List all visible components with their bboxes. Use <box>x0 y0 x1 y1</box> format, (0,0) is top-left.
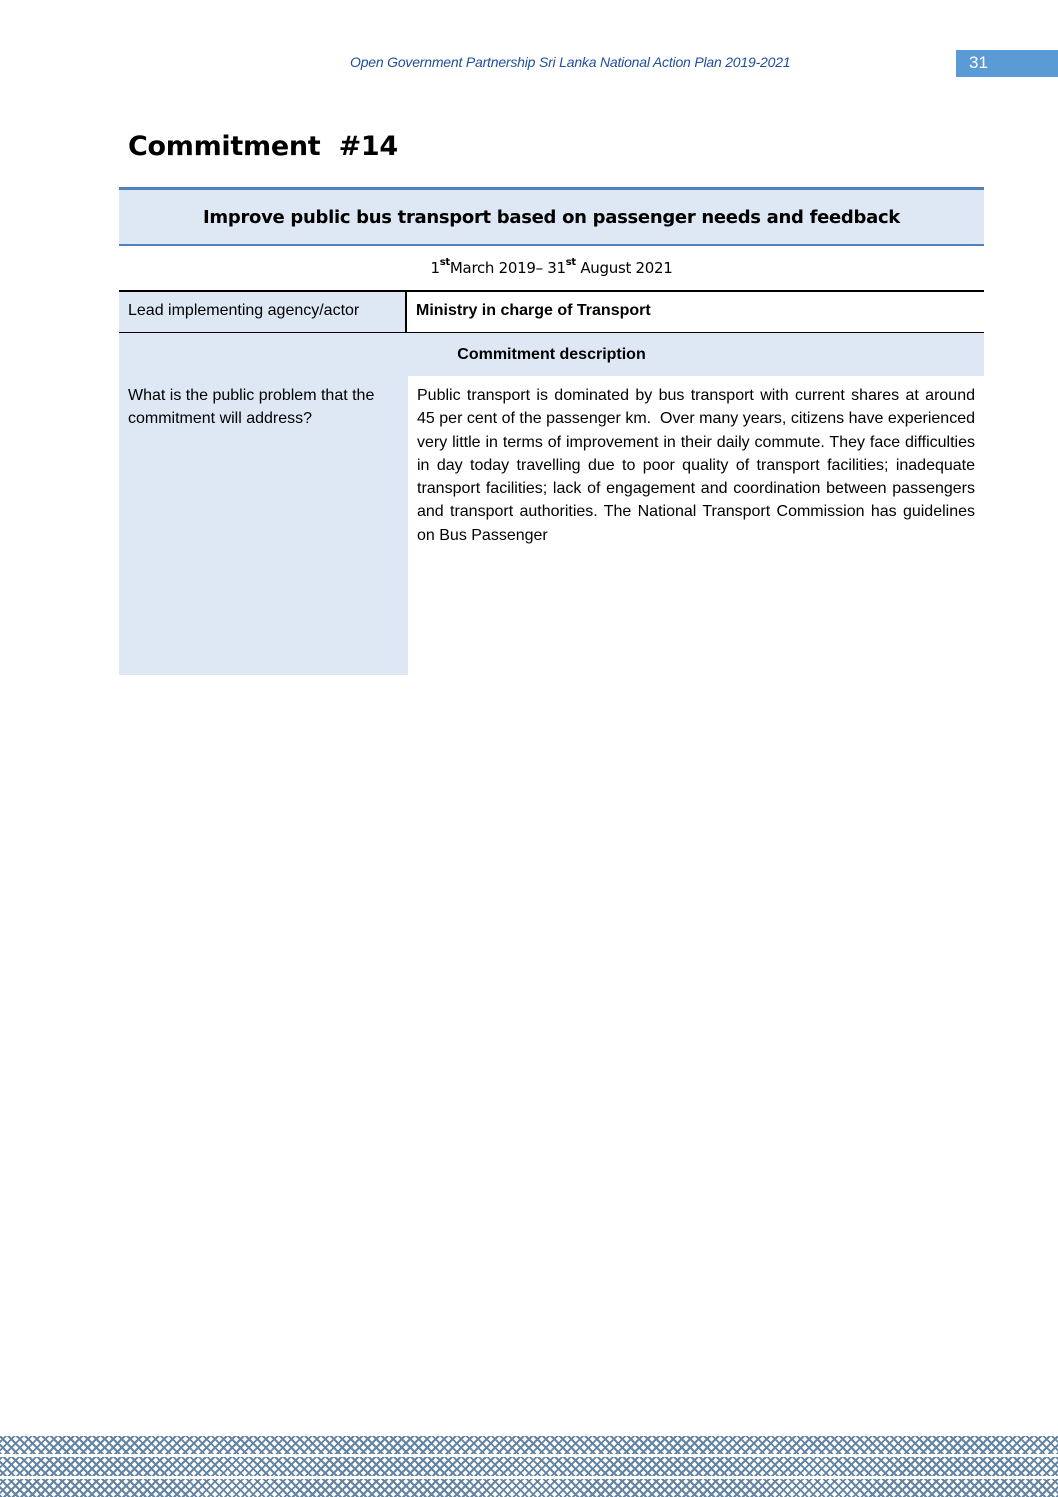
commitment-title: Improve public bus transport based on passenger needs and feedback <box>203 206 900 228</box>
commitment-title-row <box>119 187 984 246</box>
end-day-suffix: st <box>565 257 576 268</box>
description-header-row <box>119 333 984 376</box>
problem-row <box>119 376 984 675</box>
agency-row <box>119 292 984 333</box>
problem-label: What is the public problem that the commitment will address? <box>119 376 408 675</box>
problem-text: Public transport is dominated by bus transport with current shares at around 45 per cent of the passenger km. Over many years, citizens have experienced very little in terms of improvement in their daily commute. They face difficulties in day today travelling due to poor quality of transport facilities; inadequate transport facilities; lack of engagement and coordination between passengers and transport authorities. The National Transport Commission has guidelines on Bus Passenger <box>417 387 980 544</box>
commitment-dates <box>431 259 673 277</box>
agency-label: Lead implementing agency/actor <box>119 292 407 332</box>
footer-pattern <box>0 1436 1058 1497</box>
footer-stripe <box>0 1454 1058 1457</box>
commitment-heading: Commitment #14 <box>128 131 398 162</box>
end-month-year: August 2021 <box>575 259 673 277</box>
description-header: Commitment description <box>457 345 646 363</box>
page-number-box <box>956 50 1058 77</box>
running-header-title: Open Government Partnership Sri Lanka National Action Plan 2019-2021 <box>350 54 791 70</box>
commitment-dates-row <box>119 246 984 292</box>
page-number: 31 <box>969 53 988 72</box>
commitment-table <box>119 187 984 675</box>
agency-value: Ministry in charge of Transport <box>416 302 651 319</box>
start-day: 1 <box>430 259 440 277</box>
start-day-suffix: st <box>439 257 450 268</box>
date-range-middle: March 2019– 31 <box>449 259 566 277</box>
footer-stripe <box>0 1476 1058 1479</box>
